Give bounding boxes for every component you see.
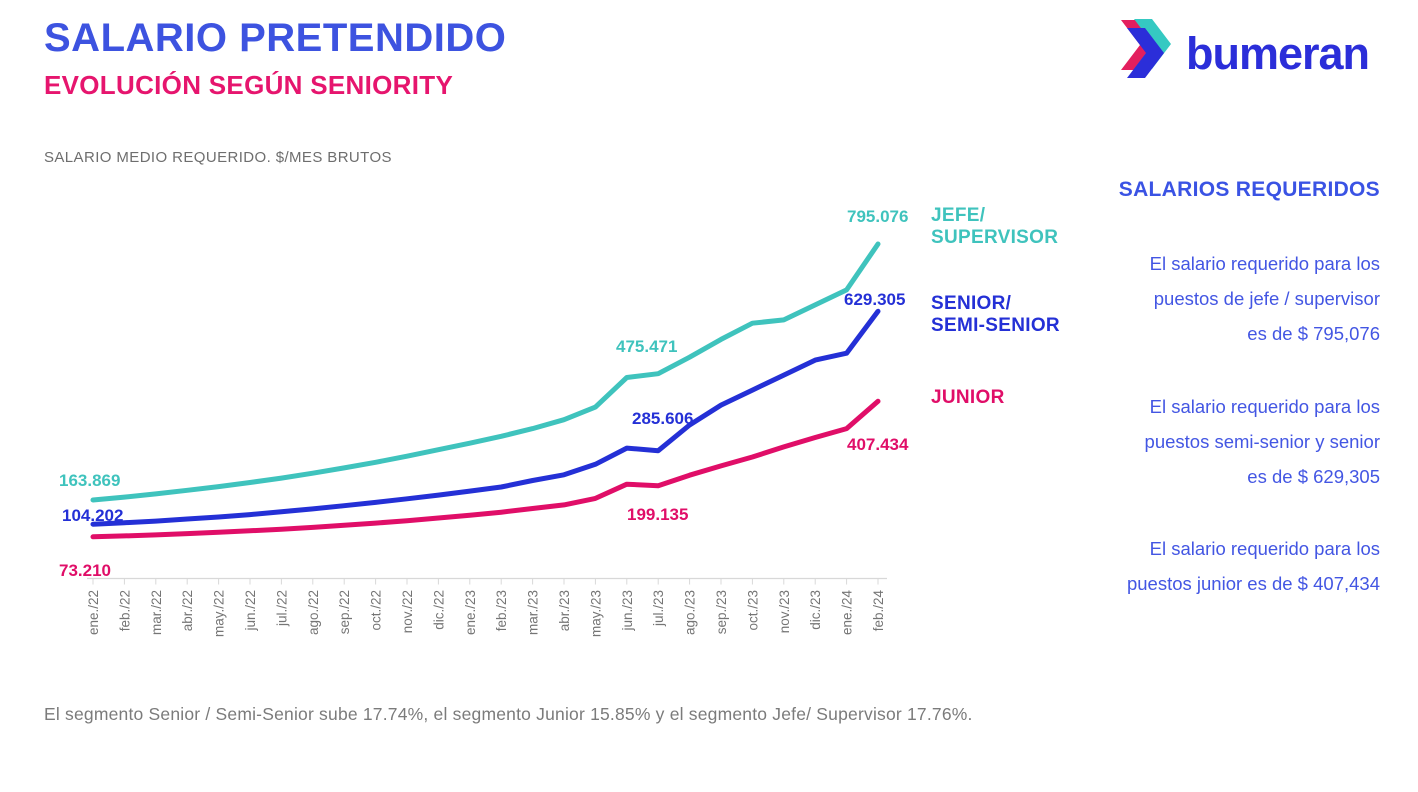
footer-note: El segmento Senior / Semi-Senior sube 17.74%, el segmento Junior 15.85% y el segmento Jefe/ Supervisor 17.76%. <box>44 704 973 724</box>
x-axis-label: ene./23 <box>462 590 478 636</box>
value-label-junior-jul23: 199.135 <box>627 505 689 524</box>
value-label-senior-ene22: 104.202 <box>62 506 124 525</box>
legend-junior-line1: JUNIOR <box>931 387 1005 408</box>
x-axis-label: dic./23 <box>808 590 824 630</box>
value-label-junior-ene22: 73.210 <box>59 561 111 580</box>
legend-jefe-line2: SUPERVISOR <box>931 227 1059 248</box>
chart-caption: SALARIO MEDIO REQUERIDO. $/MES BRUTOS <box>44 149 392 166</box>
panel-p1-line1: El salario requerido para los <box>1149 253 1380 274</box>
value-label-jefe-jul23: 475.471 <box>616 337 678 356</box>
series-line-jefe-supervisor <box>93 244 878 500</box>
salary-evolution-line-chart <box>44 190 944 670</box>
panel-p1-line3: es de $ 795,076 <box>1247 323 1380 344</box>
page-title: SALARIO PRETENDIDO <box>44 16 507 60</box>
x-axis-label: mar./22 <box>148 590 164 636</box>
value-label-senior-feb24: 629.305 <box>844 290 906 309</box>
page-subtitle: EVOLUCIÓN SEGÚN SENIORITY <box>44 70 454 100</box>
value-label-jefe-feb24: 795.076 <box>847 207 909 226</box>
x-axis-label: dic./22 <box>431 590 447 630</box>
legend-jefe-line1: JEFE/ <box>931 205 986 226</box>
x-axis-label: oct./23 <box>745 590 761 631</box>
panel-p2-line2: puestos semi-senior y senior <box>1144 431 1380 452</box>
bumeran-boomerang-icon <box>1116 16 1178 91</box>
value-label-junior-feb24: 407.434 <box>847 435 909 454</box>
value-label-jefe-ene22: 163.869 <box>59 471 121 490</box>
x-axis-label: abr./22 <box>180 590 196 632</box>
panel-p1-line2: puestos de jefe / supervisor <box>1153 288 1380 309</box>
panel-heading: SALARIOS REQUERIDOS <box>1118 178 1380 201</box>
legend-junior <box>931 387 1005 409</box>
x-axis-label: sep./22 <box>337 590 353 635</box>
value-label-senior-jul23: 285.606 <box>632 409 694 428</box>
x-axis-label: mar./23 <box>525 590 541 636</box>
panel-paragraph-jefe <box>1000 246 1380 351</box>
legend-senior-line2: SEMI-SENIOR <box>931 315 1060 336</box>
x-axis-label: ene./22 <box>86 590 101 636</box>
panel-paragraph-junior <box>1000 531 1380 601</box>
x-axis-label: nov./22 <box>400 590 415 634</box>
panel-p2-line1: El salario requerido para los <box>1149 396 1380 417</box>
x-axis-label: feb./22 <box>117 590 133 632</box>
x-axis-label: jul./22 <box>274 590 290 627</box>
x-axis-label: ago./23 <box>682 590 698 636</box>
panel-paragraph-senior <box>1000 389 1380 494</box>
x-axis-label: jun./22 <box>243 590 258 631</box>
x-axis-label: jun./23 <box>619 590 635 631</box>
bumeran-wordmark: bumeran <box>1186 27 1370 79</box>
x-axis-label: may./23 <box>588 590 604 638</box>
x-axis-label: feb./24 <box>871 590 886 632</box>
x-axis-label: nov./23 <box>776 590 792 634</box>
x-axis-label: abr./23 <box>557 590 572 632</box>
x-axis-label: feb./23 <box>494 590 510 632</box>
panel-p3-line1: El salario requerido para los <box>1149 538 1380 559</box>
x-axis-label: may./22 <box>211 590 227 638</box>
x-axis-label: oct./22 <box>368 590 384 631</box>
salarios-requeridos-panel <box>1000 178 1380 601</box>
x-axis-label: sep./23 <box>714 590 729 635</box>
panel-p2-line3: es de $ 629,305 <box>1247 466 1380 487</box>
x-axis-label: jul./23 <box>651 590 667 627</box>
x-axis-label: ene./24 <box>839 590 855 636</box>
series-line-senior-semi-senior <box>93 311 878 524</box>
bumeran-logo <box>1116 16 1369 91</box>
panel-p3-line2: puestos junior es de $ 407,434 <box>1126 573 1380 594</box>
legend-senior-line1: SENIOR/ <box>931 293 1012 314</box>
x-axis-label: ago./22 <box>305 590 321 636</box>
